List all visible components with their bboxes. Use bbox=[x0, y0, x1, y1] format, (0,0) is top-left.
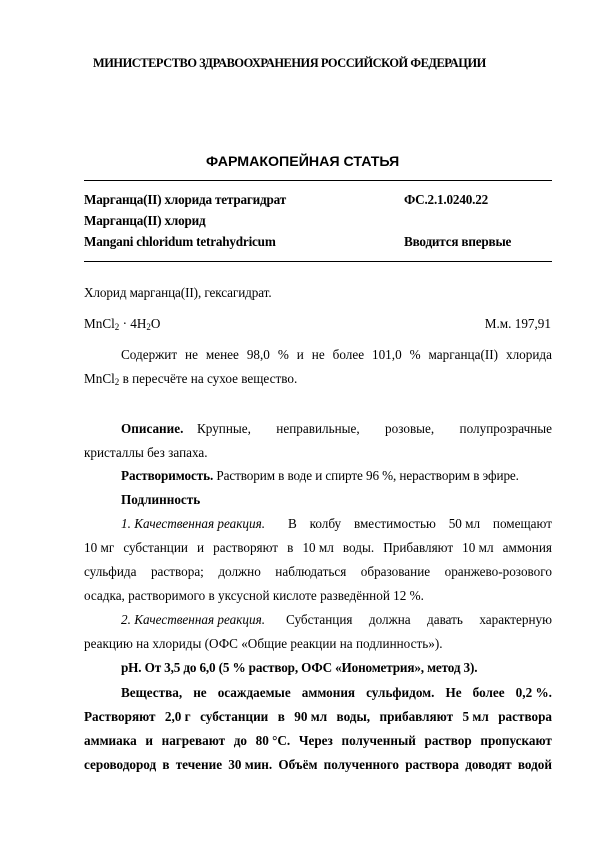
test1-line-1 bbox=[288, 517, 552, 530]
word: Прибавляют bbox=[383, 540, 454, 555]
formula-subscript: 2 bbox=[146, 322, 151, 332]
word: 10 мг bbox=[84, 540, 115, 555]
word: хлорида bbox=[505, 347, 552, 362]
description-line-2: кристаллы без запаха. bbox=[84, 445, 208, 460]
word: должна bbox=[368, 612, 411, 627]
word: не bbox=[311, 347, 325, 362]
word: растворяют bbox=[213, 540, 279, 555]
solubility-text: Растворим в воде и спирте 96 %, нерастворим в эфире. bbox=[213, 468, 519, 483]
word: субстанции bbox=[123, 540, 188, 555]
solubility-paragraph bbox=[121, 469, 519, 482]
word: до bbox=[233, 733, 247, 748]
word: наблюдаться bbox=[275, 564, 347, 579]
bottom-rule bbox=[84, 261, 552, 262]
word: течение bbox=[175, 757, 223, 772]
word: Не bbox=[445, 685, 462, 700]
word: 10 мл bbox=[302, 540, 334, 555]
word: Вещества, bbox=[121, 685, 183, 700]
word: аммония bbox=[301, 685, 356, 700]
top-rule bbox=[84, 180, 552, 181]
test1-line-4: осадка, растворимого в уксусной кислоте разведённой 12 %. bbox=[84, 588, 424, 603]
word: в bbox=[277, 709, 285, 724]
word: Объём bbox=[278, 757, 318, 772]
word: осаждаемые bbox=[217, 685, 291, 700]
word: 98,0 bbox=[246, 347, 270, 362]
formula-part: · 4H bbox=[119, 316, 147, 331]
word: вместимостью bbox=[353, 516, 436, 531]
word: раствора; bbox=[150, 564, 204, 579]
test2-line-2: реакцию на хлориды (ОФС «Общие реакции на подлинность»). bbox=[84, 636, 443, 651]
word: 80 °С. bbox=[255, 733, 291, 748]
word: 0,2 %. bbox=[515, 685, 552, 700]
word: % bbox=[277, 347, 289, 362]
word: не bbox=[193, 685, 207, 700]
content-line-1 bbox=[121, 348, 552, 361]
word: помещают bbox=[492, 516, 552, 531]
word: субстанции bbox=[200, 709, 269, 724]
molecular-mass: М.м. 197,91 bbox=[484, 316, 551, 331]
word: Растворяют bbox=[84, 709, 156, 724]
identification-heading: Подлинность bbox=[121, 492, 201, 507]
word: полученного bbox=[323, 757, 399, 772]
word: аммиака bbox=[84, 733, 137, 748]
word: розовые, bbox=[385, 421, 435, 436]
word: раствора bbox=[498, 709, 552, 724]
sulfide-line-2 bbox=[84, 710, 552, 723]
word: прибавляют bbox=[379, 709, 454, 724]
document-code: ФС.2.1.0240.22 bbox=[404, 192, 488, 207]
sulfide-line-1 bbox=[121, 686, 552, 699]
word: менее bbox=[205, 347, 239, 362]
formula-subscript: 2 bbox=[114, 322, 120, 332]
word: характерную bbox=[479, 612, 552, 627]
word: 2,0 г bbox=[164, 709, 191, 724]
word: сульфида bbox=[84, 564, 137, 579]
test1-label: 1. Качественная реакция. bbox=[121, 516, 266, 531]
solubility-label: Растворимость. bbox=[121, 468, 214, 483]
word: в bbox=[287, 540, 294, 555]
test1-line-3 bbox=[84, 565, 552, 578]
synonym: Хлорид марганца(II), гексагидрат. bbox=[84, 285, 272, 300]
test2-line-1 bbox=[286, 613, 552, 626]
word: в bbox=[162, 757, 170, 772]
description-line-1 bbox=[197, 422, 552, 435]
formula-part: MnCl bbox=[84, 316, 115, 331]
substance-name-alt: Марганца(II) хлорид bbox=[84, 213, 206, 228]
document-title: ФАРМАКОПЕЙНАЯ СТАТЬЯ bbox=[206, 154, 400, 170]
word: В bbox=[288, 516, 297, 531]
word: % bbox=[409, 347, 421, 362]
word: аммония bbox=[502, 540, 552, 555]
formula-part: MnCl bbox=[84, 371, 115, 386]
chemical-formula bbox=[84, 317, 160, 330]
ph-paragraph: pH. От 3,5 до 6,0 (5 % раствор, ОФС «Ионометрия», метод 3). bbox=[121, 660, 478, 675]
word: Крупные, bbox=[197, 421, 251, 436]
formula-part: O bbox=[150, 316, 161, 331]
word: водой bbox=[517, 757, 552, 772]
word: Содержит bbox=[121, 347, 178, 362]
word: и bbox=[296, 347, 304, 362]
word: колбу bbox=[309, 516, 342, 531]
word: и bbox=[197, 540, 205, 555]
word: более bbox=[332, 347, 365, 362]
word: марганца(II) bbox=[428, 347, 499, 362]
word: 5 мл bbox=[462, 709, 489, 724]
substance-name-lat: Mangani chloridum tetrahydricum bbox=[84, 234, 276, 249]
word: и bbox=[145, 733, 153, 748]
word: воды. bbox=[342, 540, 375, 555]
content-line-2 bbox=[84, 372, 297, 385]
test1-line-2 bbox=[84, 541, 552, 554]
word: пропускают bbox=[480, 733, 552, 748]
word: должно bbox=[218, 564, 261, 579]
formula-subscript: 2 bbox=[114, 377, 120, 387]
word: 50 мл bbox=[448, 516, 481, 531]
word: раствора bbox=[405, 757, 459, 772]
word: не bbox=[185, 347, 198, 362]
content-text: в пересчёте на сухое вещество. bbox=[119, 371, 298, 386]
word: воды, bbox=[336, 709, 371, 724]
ministry-heading: МИНИСТЕРСТВО ЗДРАВООХРАНЕНИЯ РОССИЙСКОЙ ФЕДЕРАЦИИ bbox=[93, 56, 486, 70]
word: полученный bbox=[341, 733, 416, 748]
word: Через bbox=[298, 733, 333, 748]
word: сероводород bbox=[84, 757, 157, 772]
word: образование bbox=[360, 564, 431, 579]
sulfide-line-3 bbox=[84, 734, 552, 747]
word: оранжево-розового bbox=[444, 564, 552, 579]
word: неправильные, bbox=[276, 421, 360, 436]
word: раствор bbox=[424, 733, 472, 748]
substance-name-ru: Марганца(II) хлорида тетрагидрат bbox=[84, 192, 286, 207]
description-label: Описание. bbox=[121, 421, 184, 436]
word: 101,0 bbox=[371, 347, 402, 362]
word: сульфидом. bbox=[366, 685, 435, 700]
word: давать bbox=[427, 612, 463, 627]
test2-label: 2. Качественная реакция. bbox=[121, 612, 266, 627]
word: доводят bbox=[465, 757, 512, 772]
word: Субстанция bbox=[286, 612, 353, 627]
word: более bbox=[472, 685, 505, 700]
word: 30 мин. bbox=[228, 757, 273, 772]
word: 90 мл bbox=[294, 709, 328, 724]
word: полупрозрачные bbox=[459, 421, 552, 436]
word: 10 мл bbox=[462, 540, 494, 555]
word: нагревают bbox=[161, 733, 226, 748]
status-label: Вводится впервые bbox=[404, 234, 512, 249]
sulfide-line-4 bbox=[84, 758, 552, 771]
